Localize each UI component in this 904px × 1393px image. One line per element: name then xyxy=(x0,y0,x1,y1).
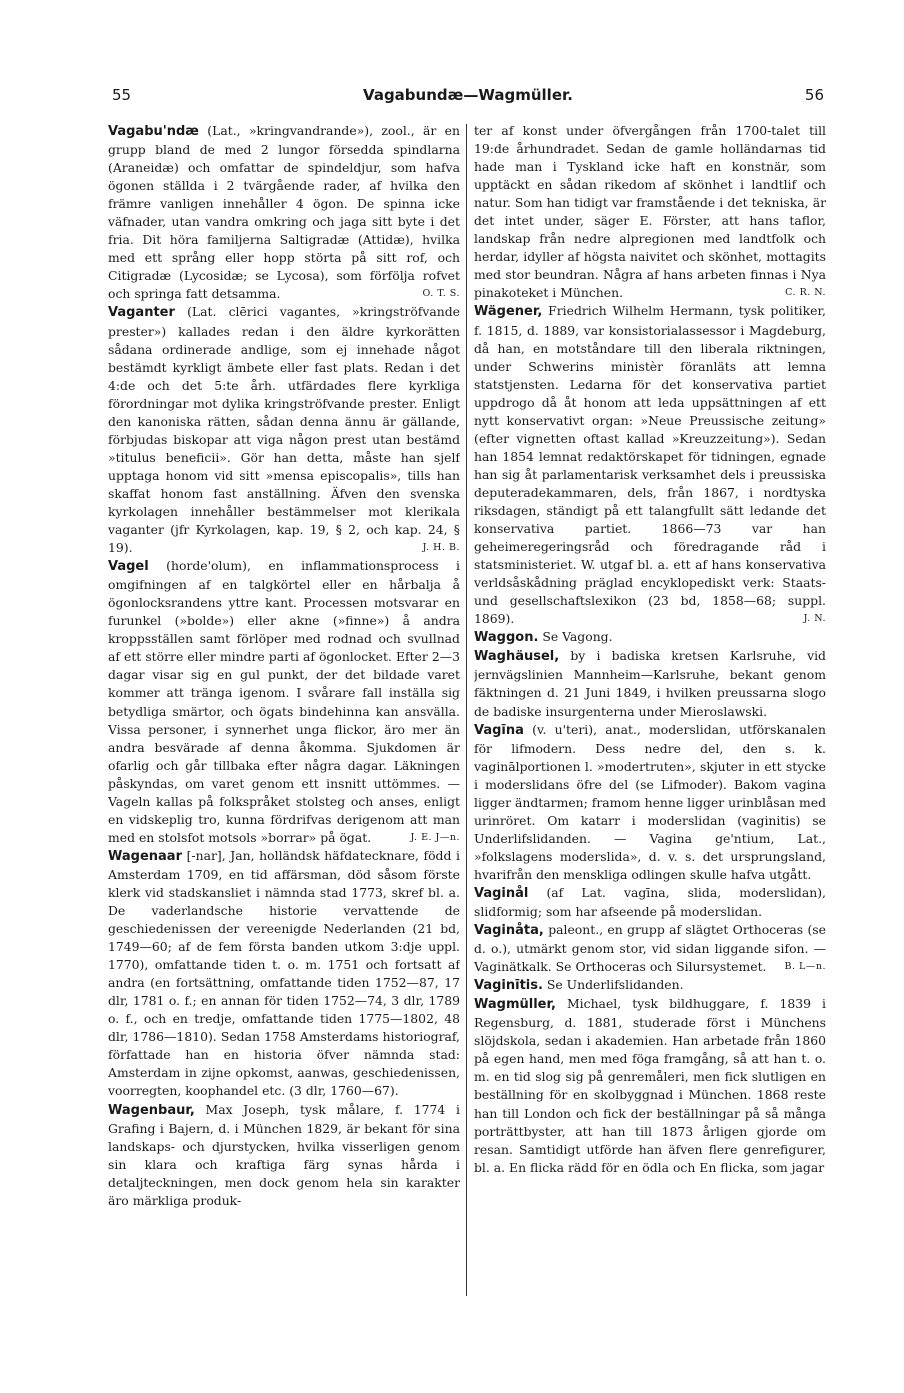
entry-text: (Lat. clērici vagantes, »kringströfvande prester») kallades redan i den äldre kyrkorätten sådana ordinerade andlige, som ej innehade något bestämdt kyrkligt ämbete eller fast plats. Redan i det 4:de och det 5:te årh. utfärdades flere kyrkliga förordningar mot dylika kringströfvande prester. Enligt den kanoniska rätten, sådan denna ännu är gällande, förbjudas biskopar att viga någon prest utan bestämd »titulus beneficii». Gör han detta, måste han sjelf upptaga honom vid sitt »mensa episcopalis», tills han skaffat honom fast anställning. Äfven den svenska kyrkolagen innehåller bestämmelser mot klerikala vaganter (jfr Kyrkolagen, kap. 19, § 2, och kap. 24, § 19). xyxy=(108,304,460,556)
entry-headword: Vaginåta, xyxy=(474,923,544,939)
entry-headword: Wagenaar xyxy=(108,848,182,864)
entry-text: by i badiska kretsen Karlsruhe, vid jernvägslinien Mannheim—Karlsruhe, bekant genom fäktningen d. 21 Juni 1849, i hvilken preussarna slogo de badiske insurgenterna under Mieroslawski. xyxy=(474,648,826,719)
entry-headword: Vagel xyxy=(108,559,149,575)
entry-text: paleont., en grupp af slägtet Orthoceras (se d. o.), utmärkt genom stor, vid sidan liggande sifon. — Vaginätkalk. Se Orthoceras och Silursystemet. xyxy=(474,922,826,975)
dictionary-entry xyxy=(474,122,826,302)
dictionary-entry xyxy=(108,557,460,847)
dictionary-entry xyxy=(474,884,826,921)
dictionary-entry xyxy=(108,847,460,1101)
entry-text: Se Vagong. xyxy=(542,629,613,645)
dictionary-entry xyxy=(474,721,826,884)
dictionary-entry xyxy=(108,1101,460,1210)
right-column xyxy=(474,122,826,1302)
entry-signature: J. H. B. xyxy=(422,542,460,554)
entry-headword: Vaganter xyxy=(108,305,175,321)
entry-headword: Waghäusel, xyxy=(474,649,560,665)
page-number-left: 55 xyxy=(112,86,132,104)
entry-signature: J. E. J—n. xyxy=(410,831,460,843)
entry-headword: Waggon. xyxy=(474,630,539,646)
page-number-right: 56 xyxy=(804,86,824,104)
entry-text: (horde'olum), en inflammationsprocess i omgifningen af en talgkörtel eller en hårbalja å ögonlocksrandens yttre kant. Processen motsvarar en furunkel (»bolde») eller akne (»finne») å andra kroppsställen samt förlöper med rodnad och svullnad af ett större eller mindre parti af ögonlocket. Efter 2—3 dagar visar sig en gul punkt, der det bildade varet kommer att tränga igenom. I svårare fall inställa sig betydliga smärtor, och ögats bindehinna kan ansvälla. Vissa personer, i synnerhet unga flickor, äro mer än andra besvärade af denna åkomma. Sjukdomen är ofarlig och går tillbaka efter några dagar. Läkningen påskyndas, om varet genom ett insnitt uttömmes. — Vageln kallas på folkspråket stolsteg och anses, enligt en vidskeplig tro, kunna fördrifvas derigenom att man med en stolsfot motsols »borrar» på ögat. xyxy=(108,558,460,845)
entry-text: Friedrich Wilhelm Hermann, tysk politiker, f. 1815, d. 1889, var konsistorialassessor i Magdeburg, då han, en motståndare till den liberala riktningen, under Schwerins ministèr föranläts att lemna statstjensten. Ledarna för det konservativa partiet uppdrogo då åt honom att leda uppsättningen af ett nytt konservativt organ: »Neue Preussische zeitung» (efter vignetten oftast kallad »Kreuzzeitung»). Sedan han 1854 lemnat redaktörskapet för tidningen, egnade han sig åt parlamentarisk verksamhet dels i preussiska deputeradekammaren, dels, från 1867, i nordtyska riksdagen, ständigt på ett talangfullt sätt ledande det konservativa partiet. 1866—73 var han geheimeregeringsråd och föredragande råd i statsministeriet. W. utgaf bl. a. ett af hans konservativa verldsåskådning präglad encyklopediskt verk: Staats- und gesellschaftslexikon (23 bd, 1858—68; suppl. 1869). xyxy=(474,303,826,627)
entry-headword: Vaginītis. xyxy=(474,978,543,994)
entry-headword: Wagenbaur, xyxy=(108,1102,195,1118)
entry-text: (af Lat. vagīna, slida, moderslidan), slidformig; som har afseende på moderslidan. xyxy=(474,884,826,920)
column-divider xyxy=(466,124,467,1296)
entry-headword: Wägener, xyxy=(474,304,543,320)
entry-signature: J. N. xyxy=(803,613,826,625)
dictionary-entry xyxy=(474,976,826,995)
dictionary-entry xyxy=(108,122,460,303)
entry-text: ter af konst under öfvergången från 1700-talet till 19:de århundradet. Sedan de gamle holländarnas tid hade man i Tyskland icke haft en konstnär, som upptäckt en sådan rikedom af skönhet i landtlif och natur. Som han tidigt var framstående i det tekniska, är det intet under, säger E. Förster, att hans taflor, landskap från nedre alpregionen med landtfolk och herdar, idyller af högsta naivitet och skönhet, mottagits med stor beundran. Några af hans arbeten finnas i Nya pinakoteket i München. xyxy=(474,123,826,301)
entry-signature: C. R. N. xyxy=(785,287,826,299)
dictionary-entry xyxy=(474,647,826,720)
entry-text: (v. u'teri), anat., moderslidan, utförskanalen för lifmodern. Dess nedre del, den s. k. vaginālportionen l. »modertruten», skjuter in ett stycke i moderslidans öfre del (se Lifmoder). Bakom vagina ligger ändtarmen; framom henne ligger urinblåsan med urinröret. Om katarr i moderslidan (vaginitis) se Underlifslidanden. — Vagina ge'ntium, Lat., »folkslagens moderslida», d. v. s. det ursprungsland, hvarifrån den menskliga odlingen skulle hafva utgått. xyxy=(474,721,826,882)
entry-headword: Vagīna xyxy=(474,722,524,738)
entry-headword: Wagmüller, xyxy=(474,997,556,1013)
page-header xyxy=(112,86,824,108)
left-column xyxy=(108,122,460,1302)
entry-text: Max Joseph, tysk målare, f. 1774 i Grafing i Bajern, d. i München 1829, är bekant för sina landskaps- och djurstycken, hvilka visserligen genom sin klara och kraftiga färg synas hårda i detaljteckningen, men dock genom hela sin karakter äro märkliga produk- xyxy=(108,1101,460,1208)
entry-headword: Vaginål xyxy=(474,885,529,901)
entry-text: (Lat., »kringvandrande»), zool., är en grupp bland de med 2 lungor försedda spindlarna (Araneidæ) och omfattar de spindeldjur, som hafva ögonen ställda i 2 tvärgående rader, af hvilka den främre vanligen innehåller 4 ögon. De spinna icke väfnader, utan vandra omkring och jaga sitt byte i det fria. Dit höra familjerna Saltigradæ (Attidæ), hvilka med ett språng eller hopp störta på sitt rof, och Citigradæ (Lycosidæ; se Lycosa), som förfölja rofvet och springa fatt detsamma. xyxy=(108,123,460,302)
entry-signature: O. T. S. xyxy=(422,288,460,300)
entry-headword: Vagabu'ndæ xyxy=(108,124,199,139)
dictionary-entry xyxy=(474,921,826,976)
dictionary-entry xyxy=(474,302,826,628)
running-title: Vagabundæ—Wagmüller. xyxy=(363,86,573,104)
entry-signature: B. L—n. xyxy=(784,961,826,973)
dictionary-entry xyxy=(474,628,826,647)
entry-text: Michael, tysk bildhuggare, f. 1839 i Regensburg, d. 1881, studerade först i Münchens slöjdskola, sedan i akademien. Han arbetade från 1860 på egen hand, men med föga framgång, så att han t. o. m. en tid slog sig på genremåleri, men fick slutligen en beställning för en skolbyggnad i München. 1868 reste han till London och fick der beställningar på så många porträttbyster, att han till 1873 årligen gjorde om resan. Samtidigt utförde han äfven flere genrefigurer, bl. a. En flicka rädd för en ödla och En flicka, som jagar xyxy=(474,996,826,1175)
dictionary-entry xyxy=(474,995,826,1176)
entry-text: Se Underlifslidanden. xyxy=(546,977,684,993)
dictionary-entry xyxy=(108,303,460,557)
entry-text: [-nar], Jan, holländsk häfdatecknare, född i Amsterdam 1709, en tid affärsman, död såsom förste klerk vid stadskansliet i nämnda stad 1773, skref bl. a. De vaderlandsche historie vervattende de geschiedenissen der vereenigde Nederlanden (21 bd, 1749—60; af de fem första banden utkom 3:dje uppl. 1770), omfattande tiden t. o. m. 1751 och fortsatt af andra (en fortsättning, omfattande tiden 1752—87, 17 dlr, 1781 o. f.; en annan för tiden 1752—74, 3 dlr, 1789 o. f., och en tredje, omfattande tiden 1775—1802, 48 dlr, 1786—1810). Sedan 1758 Amsterdams historiograf, författade han en historia öfver nämnda stad: Amsterdam in zijne opkomst, aanwas, geschiedenissen, voorregten, koophandel etc. (3 dlr, 1760—67). xyxy=(108,847,460,1099)
